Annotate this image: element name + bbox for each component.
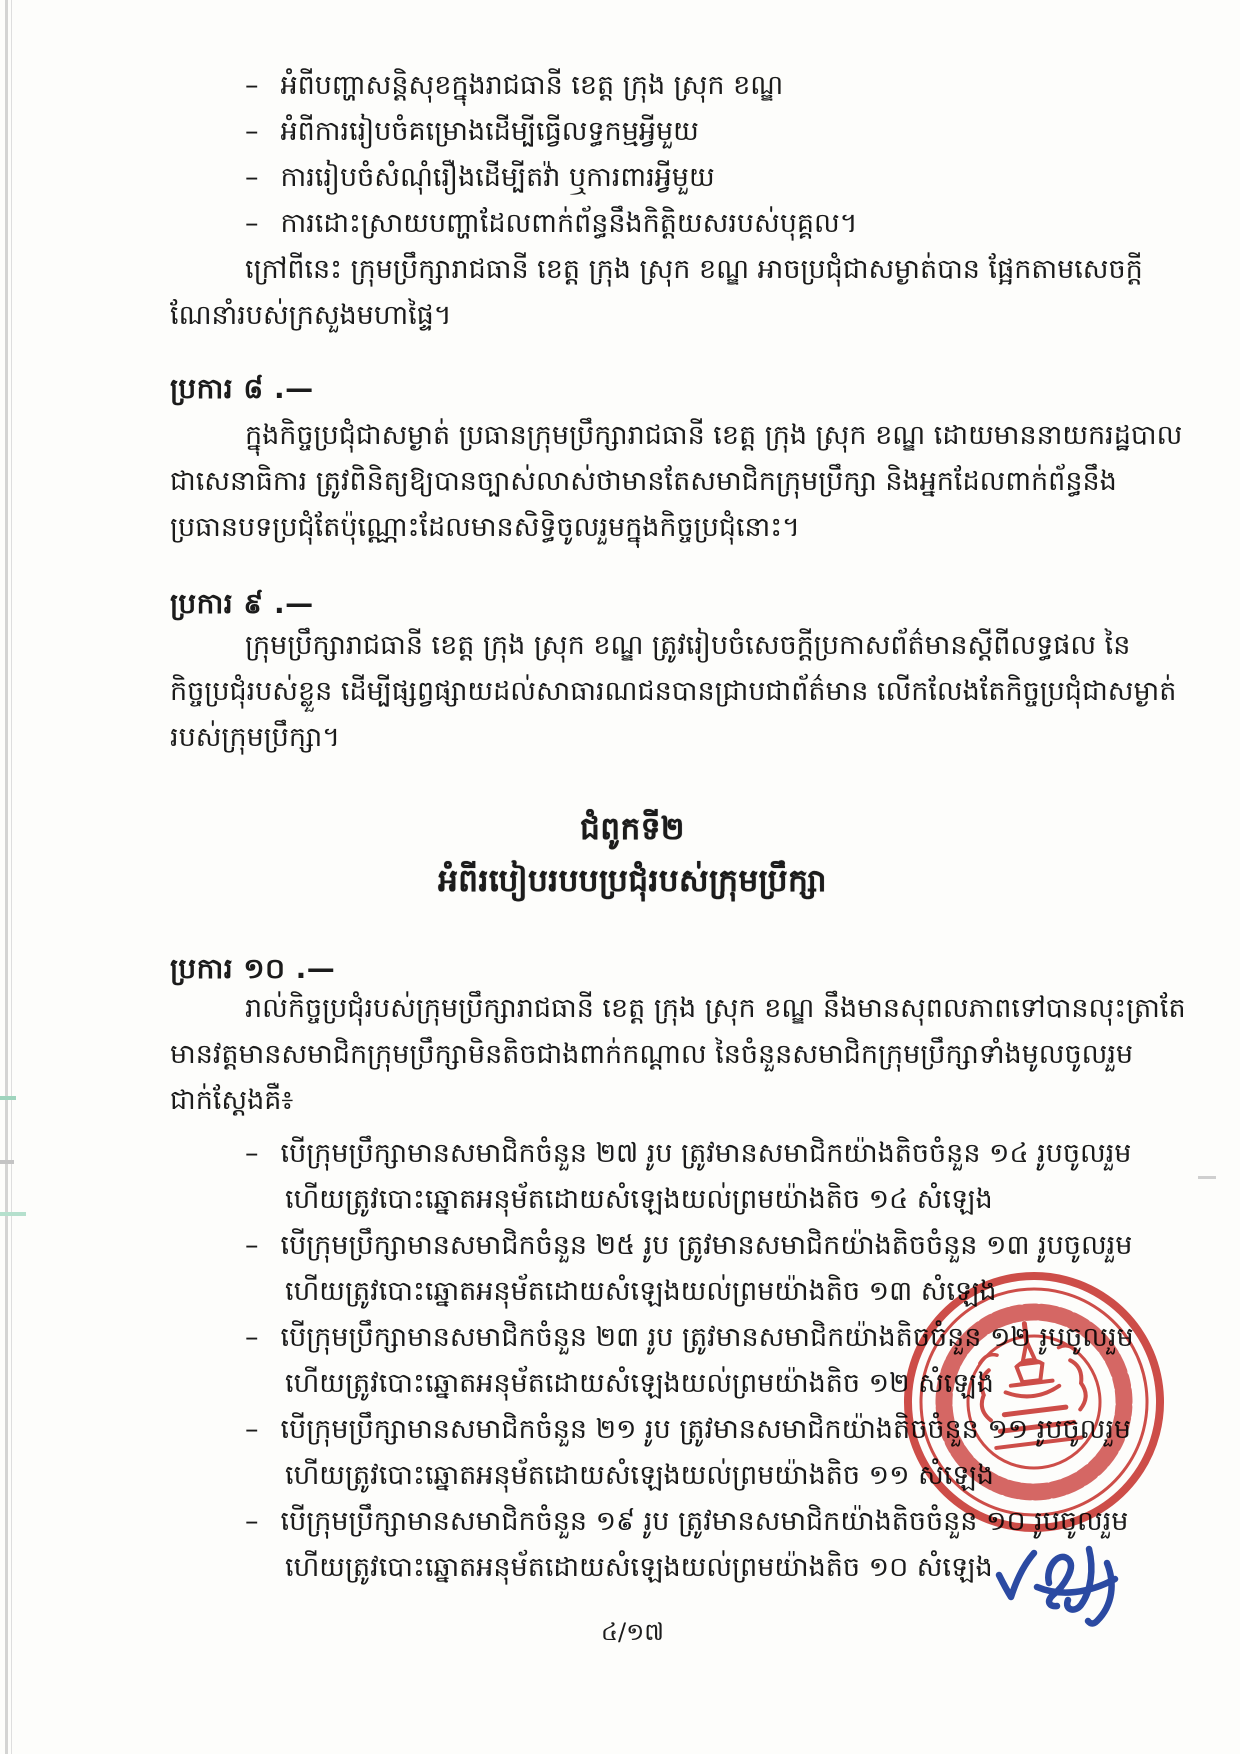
list-item-text: បើក្រុមប្រឹក្សាមានសមាជិកចំនួន ២៧ រូប ត្រូវមានសមាជិកយ៉ាងតិចចំនួន ១៤ រូបចូលរួម [280, 1138, 1132, 1169]
bullet-dash: – [245, 1230, 259, 1261]
list-item-text: បើក្រុមប្រឹក្សាមានសមាជិកចំនួន ១៩ រូប ត្រូវមានសមាជិកយ៉ាងតិចចំនួន ១០ រូបចូលរួម [280, 1506, 1129, 1537]
scan-artifact-tick [0, 1160, 14, 1164]
list-item-text: បើក្រុមប្រឹក្សាមានសមាជិកចំនួន ២៥ រូប ត្រូវមានសមាជិកយ៉ាងតិចចំនួន ១៣ រូបចូលរួម [280, 1230, 1133, 1261]
list-item [170, 1131, 1132, 1177]
list-item-wrap: ហើយត្រូវបោះឆ្នោតអនុម័តដោយសំឡេងយល់ព្រមយ៉ាងតិច ១១ សំឡេង [285, 1460, 994, 1491]
list-item-text: ការដោះស្រាយបញ្ហាដែលពាក់ព័ន្ធនឹងកិត្តិយសរបស់បុគ្គល។ [280, 208, 858, 239]
paragraph-line: ណែនាំរបស់ក្រសួងមហាផ្ទៃ។ [170, 300, 452, 331]
bullet-dash: – [245, 208, 259, 239]
intro-bullet-list [170, 63, 1095, 247]
paragraph-line: ក្រៅពីនេះ ក្រុមប្រឹក្សារាជធានី ខេត្ត ក្រុង ស្រុក ខណ្ឌ អាចប្រជុំជាសម្ងាត់បាន ផ្អែកតាមសេចក្តី [245, 254, 1143, 285]
paragraph-line: ជាក់ស្តែងគឺ៖ [170, 1085, 294, 1116]
scan-artifact-tick [0, 1212, 26, 1216]
paragraph-line: ក្រុមប្រឹក្សារាជធានី ខេត្ត ក្រុង ស្រុក ខណ្ឌ ត្រូវរៀបចំសេចក្តីប្រកាសព័ត៌មានស្តីពីលទ្ធផល នៃ [245, 630, 1131, 661]
paragraph-line: ក្នុងកិច្ចប្រជុំជាសម្ងាត់ ប្រធានក្រុមប្រឹក្សារាជធានី ខេត្ត ក្រុង ស្រុក ខណ្ឌ ដោយមាននាយករដ្ឋបាល [245, 420, 1183, 451]
list-item-text: អំពីបញ្ហាសន្តិសុខក្នុងរាជធានី ខេត្ត ក្រុង ស្រុក ខណ្ឌ [280, 70, 784, 101]
bullet-dash: – [245, 70, 259, 101]
list-item-wrap: ហើយត្រូវបោះឆ្នោតអនុម័តដោយសំឡេងយល់ព្រមយ៉ាងតិច ១៤ សំឡេង [285, 1184, 993, 1215]
list-item-wrap: ហើយត្រូវបោះឆ្នោតអនុម័តដោយសំឡេងយល់ព្រមយ៉ាងតិច ១៣ សំឡេង [285, 1276, 997, 1307]
list-item-text: ការរៀបចំសំណុំរឿងដើម្បីតវ៉ា ឬការពារអ្វីមួយ [280, 162, 715, 193]
list-item [170, 155, 1095, 201]
paragraph-line: រាល់កិច្ចប្រជុំរបស់ក្រុមប្រឹក្សារាជធានី ខេត្ត ក្រុង ស្រុក ខណ្ឌ នឹងមានសុពលភាពទៅបានលុះត្រាតែ [245, 993, 1186, 1024]
article-10-heading: ប្រការ ១០ .— [170, 952, 336, 985]
scan-edge-line [5, 0, 8, 1754]
list-item-wrap: ហើយត្រូវបោះឆ្នោតអនុម័តដោយសំឡេងយល់ព្រមយ៉ាងតិច ១២ សំឡេង [285, 1368, 994, 1399]
list-item-text: បើក្រុមប្រឹក្សាមានសមាជិកចំនួន ២៣ រូប ត្រូវមានសមាជិកយ៉ាងតិចចំនួន ១២ រូបចូលរួម [280, 1322, 1134, 1353]
bullet-dash: – [245, 162, 259, 193]
intro-paragraph [170, 247, 1143, 339]
list-item-text: អំពីការរៀបចំគម្រោងដើម្បីធ្វើលទ្ធកម្មអ្វីមួយ [280, 116, 699, 147]
page-number: ៤/១៧ [601, 1618, 664, 1646]
paragraph-line: មានវត្តមានសមាជិកក្រុមប្រឹក្សាមិនតិចជាងពាក់កណ្តាល នៃចំនួនសមាជិកក្រុមប្រឹក្សាទាំងមូលចូលរួម [170, 1039, 1134, 1070]
bullet-dash: – [245, 1138, 259, 1169]
chapter-title: ជំពូកទី២ [580, 811, 685, 847]
article-8-body [170, 413, 1183, 551]
paragraph-line: របស់ក្រុមប្រឹក្សា។ [170, 722, 341, 753]
bullet-dash: – [245, 116, 259, 147]
list-item [170, 1223, 1133, 1269]
article-10-body [170, 986, 1186, 1124]
list-item-wrap: ហើយត្រូវបោះឆ្នោតអនុម័តដោយសំឡេងយល់ព្រមយ៉ាងតិច ១០ សំឡេង [285, 1552, 993, 1583]
paragraph-line: ប្រធានបទប្រជុំតែប៉ុណ្ណោះដែលមានសិទ្ធិចូលរួមក្នុងកិច្ចប្រជុំនោះ។ [170, 512, 800, 543]
bullet-dash: – [245, 1414, 259, 1445]
list-item [170, 201, 1095, 247]
paragraph-line: ជាសេនាធិការ ត្រូវពិនិត្យឱ្យបានច្បាស់លាស់ថាមានតែសមាជិកក្រុមប្រឹក្សា និងអ្នកដែលពាក់ព័ន្ធនឹង [170, 466, 1117, 497]
bullet-dash: – [245, 1322, 259, 1353]
paragraph-line: កិច្ចប្រជុំរបស់ខ្លួន ដើម្បីផ្សព្វផ្សាយដល់សាធារណជនបានជ្រាបជាព័ត៌មាន លើកលែងតែកិច្ចប្រជុំជាសម្ងាត់ [170, 676, 1177, 707]
royal-arms-seal-stamp [877, 1245, 1191, 1559]
list-item-text: បើក្រុមប្រឹក្សាមានសមាជិកចំនួន ២១ រូប ត្រូវមានសមាជិកយ៉ាងតិចចំនួន ១១ រូបចូលរួម [280, 1414, 1132, 1445]
article-9-heading: ប្រការ ៩ .— [170, 587, 314, 620]
red-seal-icon [877, 1245, 1191, 1559]
list-item [170, 109, 1095, 155]
article-9-body [170, 623, 1177, 761]
scan-artifact-tick [1198, 1176, 1216, 1179]
scan-artifact-tick [0, 1096, 16, 1100]
article-8-heading: ប្រការ ៨ .— [170, 372, 314, 405]
chapter-subtitle: អំពីរបៀបរបបប្រជុំរបស់ក្រុមប្រឹក្សា [438, 863, 827, 899]
list-item [170, 63, 1095, 109]
scan-edge-line-2 [11, 0, 12, 1754]
bullet-dash: – [245, 1506, 259, 1537]
